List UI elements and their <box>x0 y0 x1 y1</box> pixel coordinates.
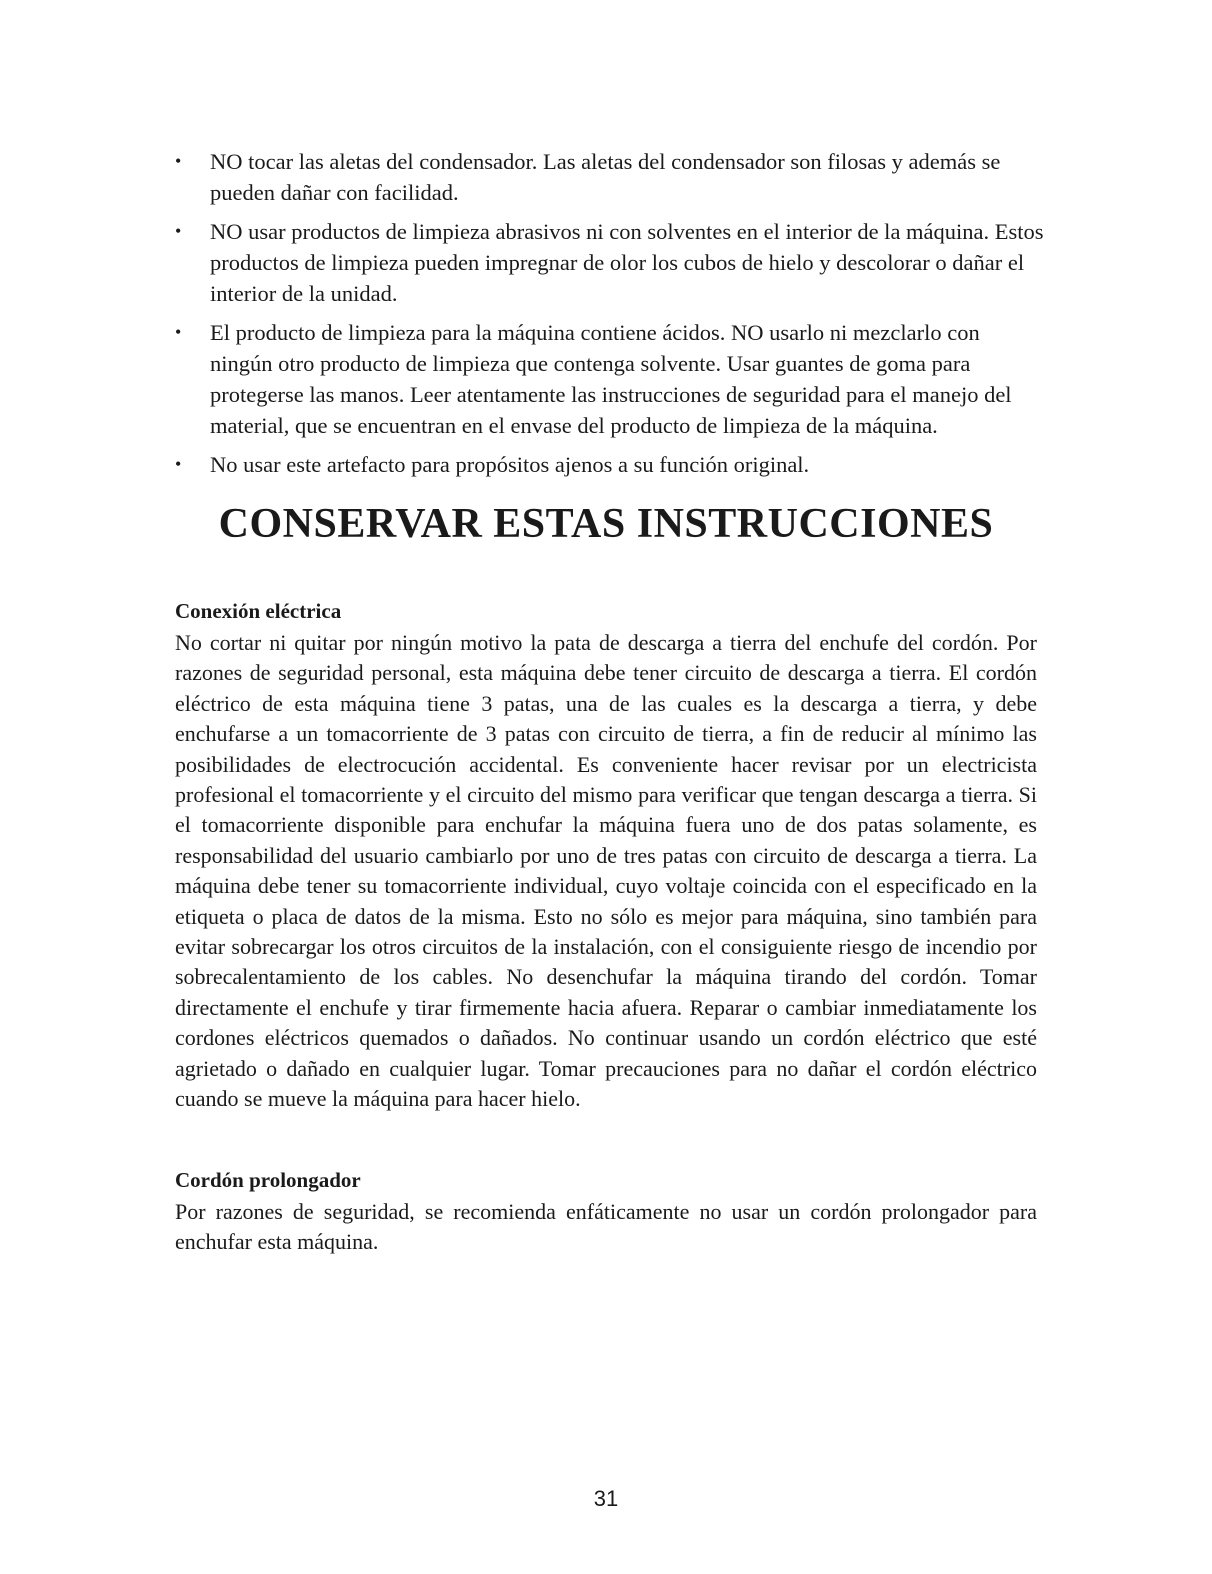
bullet-item <box>175 216 1045 309</box>
bullet-text: NO tocar las aletas del condensador. Las aletas del condensador son filosas y además se pueden dañar con facilidad. <box>210 149 1001 205</box>
bullet-text: El producto de limpieza para la máquina contiene ácidos. NO usarlo ni mezclarlo con ningún otro producto de limpieza que contenga solvente. Usar guantes de goma para protegerse las manos. Leer atentamente las instrucciones de seguridad para el manejo del material, que se encuentran en el envase del producto de limpieza de la máquina. <box>210 320 1012 438</box>
bullet-item <box>175 317 1045 441</box>
bullet-item <box>175 449 1045 480</box>
page-number: 31 <box>593 1486 619 1511</box>
main-heading: CONSERVAR ESTAS INSTRUCCIONES <box>218 501 994 547</box>
bullet-icon: • <box>175 221 182 241</box>
bullet-icon: • <box>175 322 182 342</box>
section-title: Cordón prolongador <box>175 1168 361 1192</box>
section-title: Conexión eléctrica <box>175 599 342 623</box>
bullet-text: NO usar productos de limpieza abrasivos ni con solventes en el interior de la máquina. Estos productos de limpieza pueden impregnar de olor los cubos de hielo y descolorar o dañar el interior de la unidad. <box>210 219 1044 306</box>
section-body: No cortar ni quitar por ningún motivo la pata de descarga a tierra del enchufe del cordón. Por razones de seguridad personal, esta máquina debe tener circuito de descarga a tierra. El cordón eléctrico de esta máquina tiene 3 patas, una de las cuales es la descarga a tierra, y debe enchufarse a un tomacorriente de 3 patas con circuito de tierra, a fin de reducir al mínimo las posibilidades de electrocución accidental. Es conveniente hacer revisar por un electricista profesional el tomacorriente y el circuito del mismo para verificar que tengan descarga a tierra. Si el tomacorriente disponible para enchufar la máquina fuera uno de dos patas solamente, es responsabilidad del usuario cambiarlo por uno de tres patas con circuito de descarga a tierra. La máquina debe tener su tomacorriente individual, cuyo voltaje coincida con el especificado en la etiqueta o placa de datos de la misma. Esto no sólo es mejor para máquina, sino también para evitar sobrecargar los otros circuitos de la instalación, con el consiguiente riesgo de incendio por sobrecalentamiento de los cables. No desenchufar la máquina tirando del cordón. Tomar directamente el enchufe y tirar firmemente hacia afuera. Reparar o cambiar inmediatamente los cordones eléctricos quemados o dañados. No continuar usando un cordón eléctrico que esté agrietado o dañado en cualquier lugar. Tomar precauciones para no dañar el cordón eléctrico cuando se mueve la máquina para hacer hielo. <box>175 630 1037 1112</box>
bullet-text: No usar este artefacto para propósitos ajenos a su función original. <box>210 452 810 477</box>
bullet-icon: • <box>175 151 182 171</box>
warning-bullet-list <box>175 146 1045 488</box>
section-body: Por razones de seguridad, se recomienda enfáticamente no usar un cordón prolongador para enchufar esta máquina. <box>175 1199 1037 1255</box>
bullet-icon: • <box>175 454 182 474</box>
bullet-item <box>175 146 1045 208</box>
section-electrical-connection <box>175 596 1037 1115</box>
section-extension-cord <box>175 1165 1037 1258</box>
